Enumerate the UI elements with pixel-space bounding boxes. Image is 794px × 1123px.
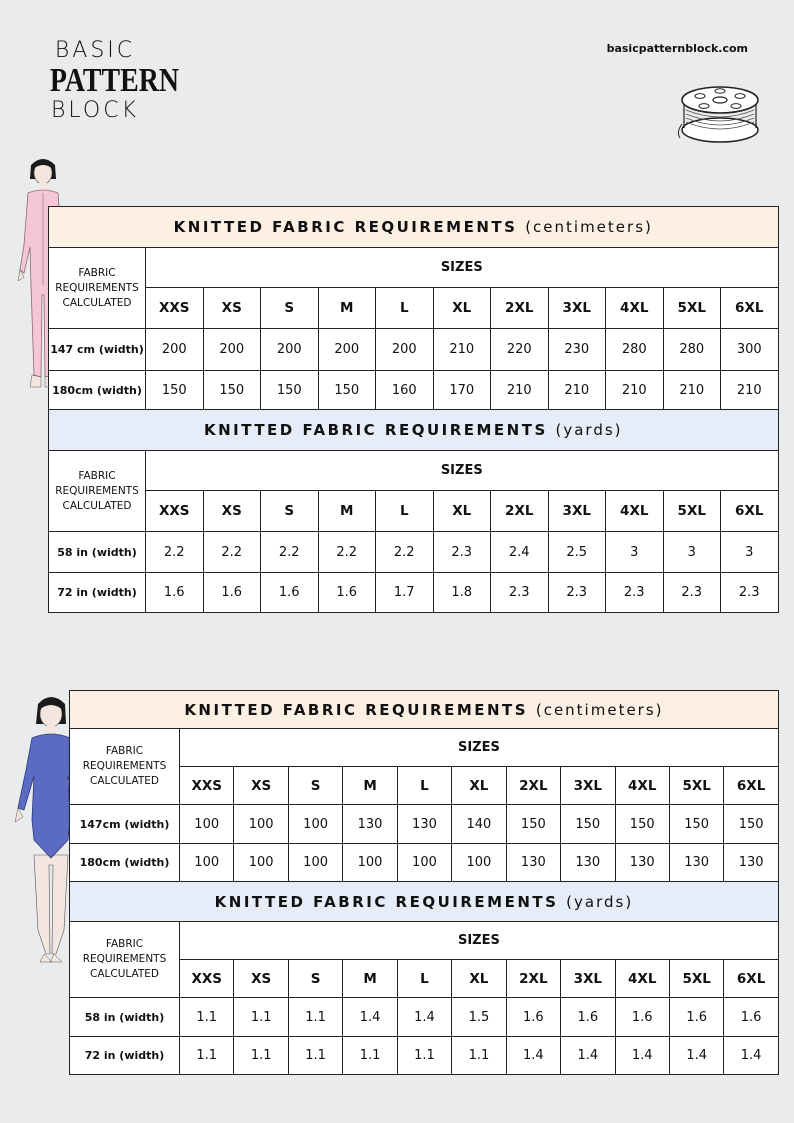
size-header: XXS — [146, 491, 204, 532]
value-cell: 1.6 — [203, 573, 261, 613]
size-header: M — [343, 960, 397, 998]
table-row — [70, 1037, 779, 1075]
value-cell: 1.1 — [180, 998, 234, 1037]
size-header: S — [288, 960, 342, 998]
value-cell: 1.6 — [561, 998, 615, 1037]
size-header: L — [397, 767, 451, 805]
table-row — [70, 805, 779, 844]
row-label: 147cm (width) — [70, 805, 180, 844]
value-cell: 2.2 — [261, 532, 319, 573]
value-cell: 100 — [234, 844, 288, 882]
value-cell: 2.2 — [146, 532, 204, 573]
value-cell: 210 — [548, 371, 606, 410]
value-cell: 210 — [721, 371, 779, 410]
brand-logo — [40, 38, 179, 124]
value-cell: 1.4 — [561, 1037, 615, 1075]
size-header: S — [261, 288, 319, 329]
thread-spool-icon — [670, 80, 762, 146]
size-header: M — [318, 288, 376, 329]
size-header: XS — [203, 288, 261, 329]
value-cell: 150 — [724, 805, 778, 844]
value-cell: 280 — [606, 329, 664, 371]
size-header: 3XL — [548, 288, 606, 329]
size-header: 5XL — [669, 767, 723, 805]
value-cell: 2.4 — [491, 532, 549, 573]
size-header: S — [288, 767, 342, 805]
value-cell: 150 — [669, 805, 723, 844]
value-cell: 1.4 — [506, 1037, 560, 1075]
size-header: XXS — [180, 767, 234, 805]
value-cell: 1.4 — [615, 1037, 669, 1075]
size-header: XXS — [180, 960, 234, 998]
row-label: 180cm (width) — [49, 371, 146, 410]
value-cell: 1.1 — [397, 1037, 451, 1075]
value-cell: 1.1 — [234, 998, 288, 1037]
value-cell: 1.7 — [376, 573, 434, 613]
value-cell: 2.3 — [491, 573, 549, 613]
size-header: XL — [452, 960, 506, 998]
value-cell: 140 — [452, 805, 506, 844]
value-cell: 100 — [180, 844, 234, 882]
value-cell: 1.1 — [288, 1037, 342, 1075]
table-row — [70, 844, 779, 882]
size-header: XL — [452, 767, 506, 805]
size-header: 5XL — [669, 960, 723, 998]
value-cell: 1.6 — [261, 573, 319, 613]
value-cell: 100 — [452, 844, 506, 882]
value-cell: 210 — [606, 371, 664, 410]
table-row — [49, 371, 779, 410]
table-row — [70, 998, 779, 1037]
value-cell: 150 — [203, 371, 261, 410]
value-cell: 1.6 — [615, 998, 669, 1037]
value-cell: 2.3 — [548, 573, 606, 613]
value-cell: 1.6 — [318, 573, 376, 613]
value-cell: 1.1 — [180, 1037, 234, 1075]
table-title: KNITTED FABRIC REQUIREMENTS (centimeters) — [49, 207, 779, 248]
bodysuit-fabric-table — [69, 690, 779, 1075]
value-cell: 200 — [318, 329, 376, 371]
value-cell: 1.1 — [288, 998, 342, 1037]
table-row — [49, 532, 779, 573]
value-cell: 100 — [288, 844, 342, 882]
value-cell: 100 — [343, 844, 397, 882]
size-header: 2XL — [491, 288, 549, 329]
table-title: KNITTED FABRIC REQUIREMENTS (yards) — [49, 410, 779, 451]
value-cell: 3 — [606, 532, 664, 573]
row-label: 58 in (width) — [70, 998, 180, 1037]
fabric-requirements-calculated-label: FABRIC REQUIREMENTS CALCULATED — [70, 729, 180, 805]
value-cell: 150 — [261, 371, 319, 410]
size-header: 4XL — [615, 960, 669, 998]
row-label: 180cm (width) — [70, 844, 180, 882]
value-cell: 1.5 — [452, 998, 506, 1037]
value-cell: 130 — [506, 844, 560, 882]
size-header: 5XL — [663, 491, 721, 532]
value-cell: 1.4 — [724, 1037, 778, 1075]
value-cell: 1.6 — [724, 998, 778, 1037]
value-cell: 1.8 — [433, 573, 491, 613]
value-cell: 2.3 — [721, 573, 779, 613]
value-cell: 2.2 — [203, 532, 261, 573]
value-cell: 1.6 — [146, 573, 204, 613]
value-cell: 220 — [491, 329, 549, 371]
value-cell: 100 — [180, 805, 234, 844]
size-header: XL — [433, 288, 491, 329]
value-cell: 100 — [288, 805, 342, 844]
sizes-header: SIZES — [146, 451, 779, 491]
value-cell: 3 — [663, 532, 721, 573]
size-header: 6XL — [724, 767, 778, 805]
value-cell: 1.6 — [506, 998, 560, 1037]
website-url[interactable]: basicpatternblock.com — [606, 42, 748, 55]
value-cell: 150 — [318, 371, 376, 410]
value-cell: 150 — [506, 805, 560, 844]
logo-line-block: BLOCK — [51, 98, 139, 123]
value-cell: 150 — [615, 805, 669, 844]
size-header: L — [376, 491, 434, 532]
value-cell: 200 — [146, 329, 204, 371]
size-header: 3XL — [548, 491, 606, 532]
value-cell: 280 — [663, 329, 721, 371]
value-cell: 170 — [433, 371, 491, 410]
value-cell: 1.1 — [234, 1037, 288, 1075]
value-cell: 100 — [397, 844, 451, 882]
value-cell: 2.5 — [548, 532, 606, 573]
table-title: KNITTED FABRIC REQUIREMENTS (yards) — [70, 882, 779, 922]
row-label: 58 in (width) — [49, 532, 146, 573]
value-cell: 130 — [669, 844, 723, 882]
value-cell: 200 — [376, 329, 434, 371]
table-title: KNITTED FABRIC REQUIREMENTS (centimeters) — [70, 691, 779, 729]
value-cell: 200 — [203, 329, 261, 371]
size-header: 4XL — [615, 767, 669, 805]
sizes-header: SIZES — [180, 729, 779, 767]
size-header: 5XL — [663, 288, 721, 329]
logo-line-basic: BASIC — [54, 38, 136, 63]
value-cell: 300 — [721, 329, 779, 371]
size-header: 6XL — [721, 491, 779, 532]
size-header: XL — [433, 491, 491, 532]
size-header: XXS — [146, 288, 204, 329]
value-cell: 200 — [261, 329, 319, 371]
value-cell: 130 — [561, 844, 615, 882]
value-cell: 2.2 — [376, 532, 434, 573]
value-cell: 1.1 — [343, 1037, 397, 1075]
value-cell: 2.3 — [606, 573, 664, 613]
value-cell: 1.4 — [343, 998, 397, 1037]
size-header: 6XL — [721, 288, 779, 329]
value-cell: 2.2 — [318, 532, 376, 573]
row-label: 72 in (width) — [70, 1037, 180, 1075]
size-header: XS — [234, 960, 288, 998]
table-row — [49, 329, 779, 371]
value-cell: 150 — [146, 371, 204, 410]
value-cell: 160 — [376, 371, 434, 410]
size-header: M — [343, 767, 397, 805]
jumpsuit-fabric-table — [48, 206, 779, 613]
size-header: 2XL — [506, 960, 560, 998]
size-header: XS — [234, 767, 288, 805]
sizes-header: SIZES — [180, 922, 779, 960]
fabric-requirements-calculated-label: FABRIC REQUIREMENTS CALCULATED — [70, 922, 180, 998]
value-cell: 130 — [724, 844, 778, 882]
value-cell: 1.6 — [669, 998, 723, 1037]
row-label: 147 cm (width) — [49, 329, 146, 371]
value-cell: 210 — [491, 371, 549, 410]
value-cell: 3 — [721, 532, 779, 573]
size-header: S — [261, 491, 319, 532]
logo-line-pattern: PATTERN — [49, 62, 179, 99]
size-header: XS — [203, 491, 261, 532]
value-cell: 210 — [663, 371, 721, 410]
value-cell: 1.4 — [397, 998, 451, 1037]
table-row — [49, 573, 779, 613]
size-header: 2XL — [506, 767, 560, 805]
size-header: 2XL — [491, 491, 549, 532]
value-cell: 150 — [561, 805, 615, 844]
value-cell: 130 — [397, 805, 451, 844]
value-cell: 100 — [234, 805, 288, 844]
row-label: 72 in (width) — [49, 573, 146, 613]
size-header: M — [318, 491, 376, 532]
value-cell: 130 — [343, 805, 397, 844]
value-cell: 1.1 — [452, 1037, 506, 1075]
fabric-requirements-calculated-label: FABRIC REQUIREMENTS CALCULATED — [49, 451, 146, 532]
value-cell: 1.4 — [669, 1037, 723, 1075]
size-header: L — [397, 960, 451, 998]
size-header: 3XL — [561, 767, 615, 805]
size-header: 3XL — [561, 960, 615, 998]
fabric-requirements-calculated-label: FABRIC REQUIREMENTS CALCULATED — [49, 248, 146, 329]
size-header: 4XL — [606, 491, 664, 532]
size-header: 4XL — [606, 288, 664, 329]
size-header: L — [376, 288, 434, 329]
sizes-header: SIZES — [146, 248, 779, 288]
value-cell: 2.3 — [663, 573, 721, 613]
value-cell: 210 — [433, 329, 491, 371]
value-cell: 2.3 — [433, 532, 491, 573]
size-header: 6XL — [724, 960, 778, 998]
value-cell: 130 — [615, 844, 669, 882]
value-cell: 230 — [548, 329, 606, 371]
